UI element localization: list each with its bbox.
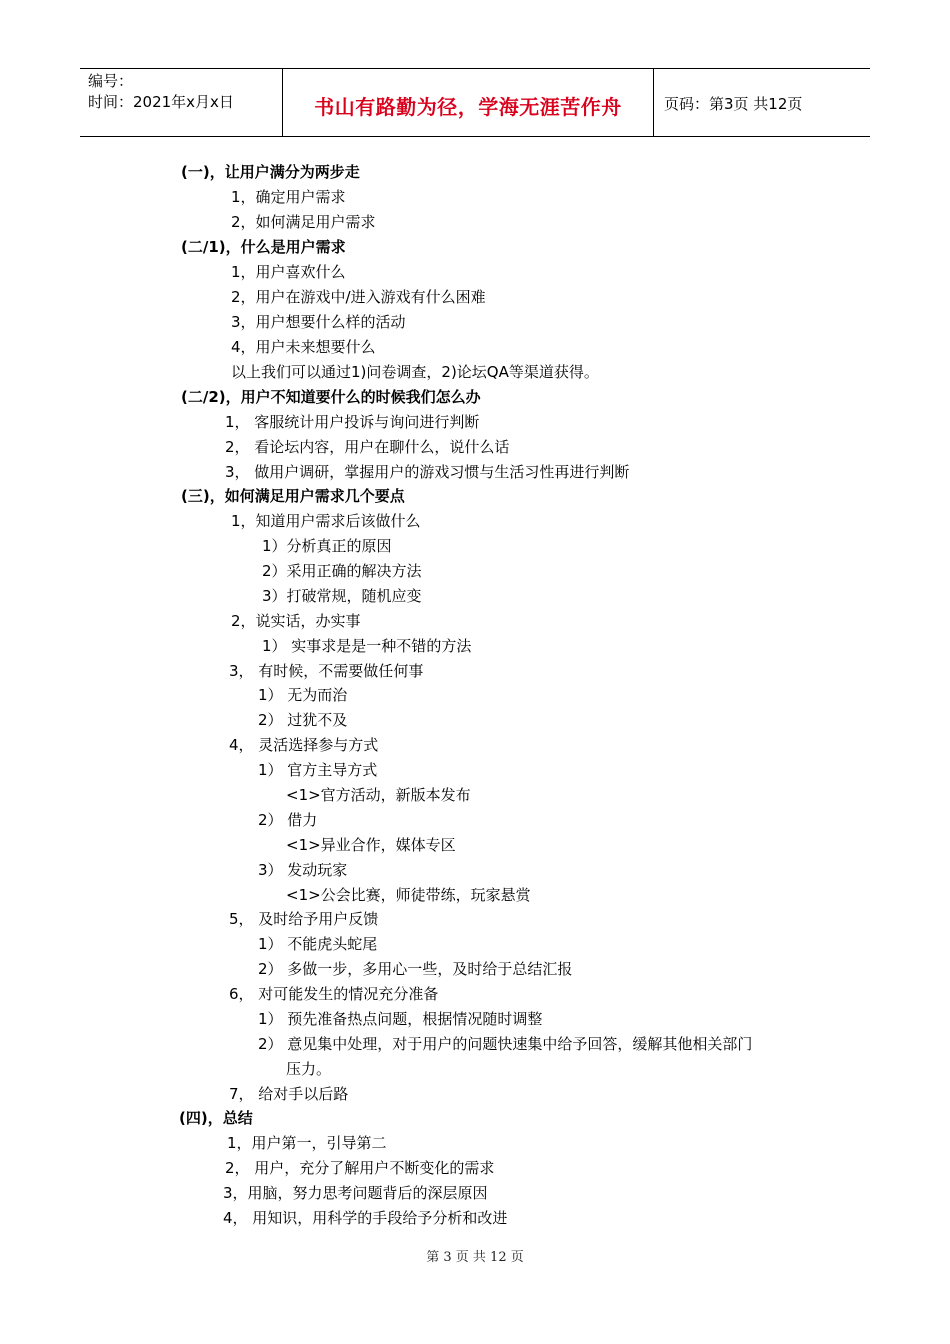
list-subitem: 2） 过犹不及 xyxy=(258,711,348,729)
list-subitem: 1） 官方主导方式 xyxy=(258,761,378,779)
document-code-label: 编号： xyxy=(88,72,134,90)
page-footer: 第 3 页 共 12 页 xyxy=(426,1250,524,1265)
list-item: 1，用户喜欢什么 xyxy=(231,263,346,281)
list-item: 1，确定用户需求 xyxy=(231,188,346,206)
list-detail: <1>公会比赛，师徒带练，玩家悬赏 xyxy=(286,886,531,904)
section-heading: (四)，总结 xyxy=(179,1109,253,1127)
list-item: 2，用户在游戏中/进入游戏有什么困难 xyxy=(231,288,486,306)
header-divider xyxy=(653,69,654,136)
list-subitem: 3） 发动玩家 xyxy=(258,861,348,879)
list-item: 5， 及时给予用户反馈 xyxy=(229,910,379,928)
header-page-label: 页码：第3页 共12页 xyxy=(664,95,803,113)
list-item: 2， 看论坛内容，用户在聊什么，说什么话 xyxy=(225,438,510,456)
list-subitem: 2） 意见集中处理，对于用户的问题快速集中给予回答，缓解其他相关部门 xyxy=(258,1035,753,1053)
list-item: 3，用脑，努力思考问题背后的深层原因 xyxy=(223,1184,488,1202)
section-heading: (一)，让用户满分为两步走 xyxy=(181,163,360,181)
list-subitem: 2） 多做一步，多用心一些，及时给于总结汇报 xyxy=(258,960,573,978)
list-subitem: 1） 无为而治 xyxy=(258,686,348,704)
header-left-cell xyxy=(88,71,234,113)
list-item: 1， 客服统计用户投诉与询问进行判断 xyxy=(225,413,480,431)
list-item: 4，用户未来想要什么 xyxy=(231,338,376,356)
list-item: 2，如何满足用户需求 xyxy=(231,213,376,231)
list-subitem: 2） 借力 xyxy=(258,811,318,829)
list-item: 2，说实话，办实事 xyxy=(231,612,361,630)
list-subitem: 1）分析真正的原因 xyxy=(262,537,392,555)
list-item: 3， 有时候，不需要做任何事 xyxy=(229,662,424,680)
list-item: 4， 灵活选择参与方式 xyxy=(229,736,379,754)
list-detail: <1>异业合作，媒体专区 xyxy=(286,836,456,854)
list-subitem: 2）采用正确的解决方法 xyxy=(262,562,422,580)
section-heading: (二/2)，用户不知道要什么的时候我们怎么办 xyxy=(181,388,481,406)
document-time-label: 时间：2021年x月x日 xyxy=(88,93,234,111)
list-item: 6， 对可能发生的情况充分准备 xyxy=(229,985,439,1003)
list-subitem: 3）打破常规，随机应变 xyxy=(262,587,422,605)
list-subitem: 1） 预先准备热点问题，根据情况随时调整 xyxy=(258,1010,543,1028)
list-item: 3， 做用户调研，掌握用户的游戏习惯与生活习性再进行判断 xyxy=(225,463,630,481)
page-header xyxy=(80,68,870,137)
section-heading: (三)，如何满足用户需求几个要点 xyxy=(181,487,405,505)
list-subitem: 1） 实事求是是一种不错的方法 xyxy=(262,637,472,655)
list-item: 7， 给对手以后路 xyxy=(229,1085,349,1103)
list-item: 4， 用知识，用科学的手段给予分析和改进 xyxy=(223,1209,508,1227)
header-motto: 书山有路勤为径，学海无涯苦作舟 xyxy=(314,95,622,119)
list-subitem-continuation: 压力。 xyxy=(286,1060,332,1078)
section-heading: (二/1)，什么是用户需求 xyxy=(181,238,346,256)
list-item: 3，用户想要什么样的活动 xyxy=(231,313,406,331)
list-subitem: 1） 不能虎头蛇尾 xyxy=(258,935,378,953)
list-item: 1，知道用户需求后该做什么 xyxy=(231,512,421,530)
list-item: 2， 用户，充分了解用户不断变化的需求 xyxy=(225,1159,495,1177)
paragraph: 以上我们可以通过1)问卷调查，2)论坛QA等渠道获得。 xyxy=(231,363,599,381)
list-detail: <1>官方活动，新版本发布 xyxy=(286,786,471,804)
list-item: 1，用户第一，引导第二 xyxy=(227,1134,387,1152)
